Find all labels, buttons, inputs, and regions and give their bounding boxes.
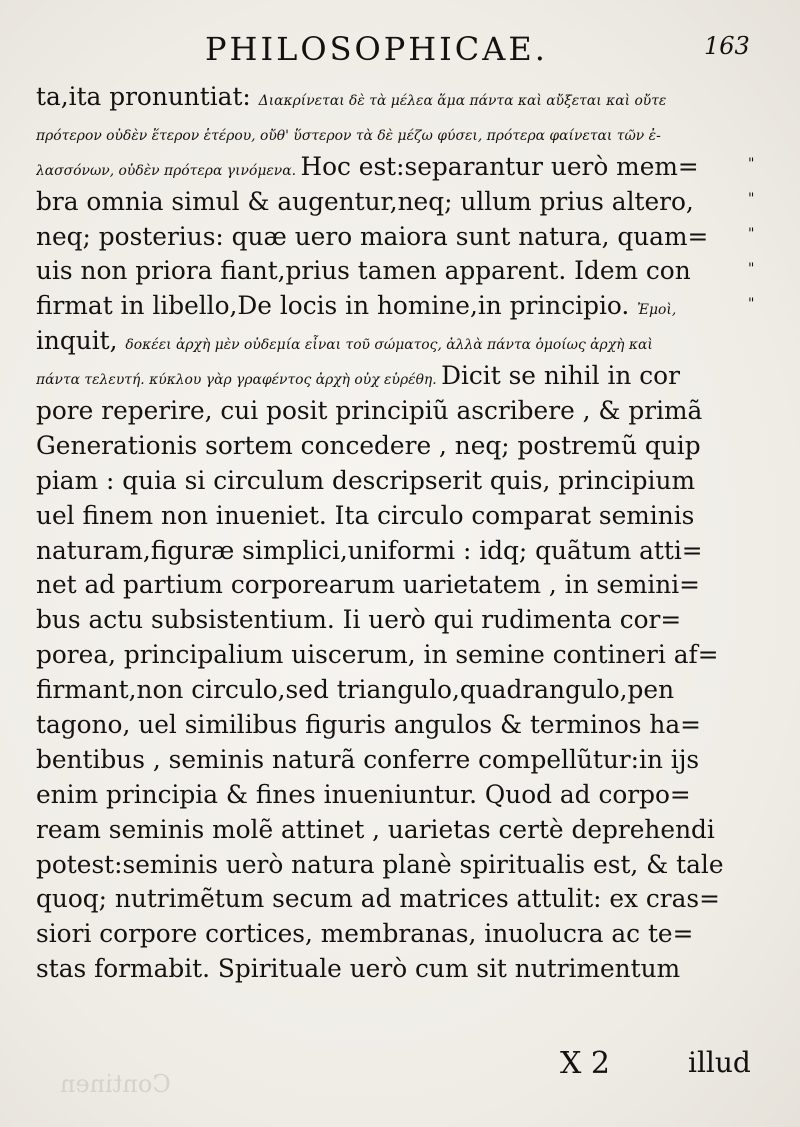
text-line — [36, 603, 754, 638]
page-header — [0, 30, 800, 70]
running-head: PHILOSOPHICAE. — [205, 30, 548, 68]
text-line — [36, 324, 754, 359]
latin-text: inquit, — [36, 326, 126, 356]
greek-quotation: λασσόνων, οὐδὲν πρότερα γινόμενα. — [36, 162, 301, 179]
greek-quotation: Ἐμοὶ, — [637, 302, 677, 319]
text-line — [36, 917, 754, 952]
latin-text: firmat in libello,De locis in homine,in principio. — [36, 291, 638, 321]
margin-quote-mark: " — [748, 225, 755, 242]
latin-text: tagono, uel similibus figuris angulos & terminos ha= — [36, 710, 701, 740]
show-through-text: Continen — [60, 1070, 171, 1098]
text-line — [36, 254, 754, 289]
text-line — [36, 359, 754, 394]
text-line — [36, 568, 754, 603]
text-line — [36, 185, 754, 220]
latin-text: enim principia & fines inueniuntur. Quod ad corpo= — [36, 779, 691, 809]
text-line — [36, 534, 754, 569]
latin-text: pore reperire, cui posit principiũ ascribere , & primã — [36, 396, 703, 426]
latin-text: firmant,non circulo,sed triangulo,quadrangulo,pen — [36, 675, 675, 705]
latin-text: quoq; nutrimẽtum secum ad matrices attulit: ex cras= — [36, 884, 720, 914]
latin-text: net ad partium corporearum uarietatem , in semini= — [36, 570, 700, 600]
margin-quote-mark: " — [748, 295, 755, 312]
latin-text: stas formabit. Spirituale uerò cum sit nutrimentum — [36, 954, 681, 984]
text-line — [36, 115, 754, 150]
marginal-quote-marks — [748, 147, 778, 321]
text-line — [36, 429, 754, 464]
greek-quotation: Διακρίνεται δὲ τὰ μέλεα ἅμα πάντα καὶ αὔξεται καὶ οὔτε — [258, 93, 667, 109]
catchword: illud — [688, 1046, 751, 1079]
text-line — [36, 638, 754, 673]
margin-quote-mark: " — [748, 260, 755, 277]
greek-quotation: πάντα τελευτή. κύκλου γὰρ γραφέντος ἀρχὴ οὐχ εὑρέθη. — [36, 372, 442, 389]
latin-text: neq; posterius: quæ uero maiora sunt natura, quam= — [36, 221, 709, 251]
text-line — [36, 289, 754, 324]
latin-text: bra omnia simul & augentur,neq; ullum prius altero, — [36, 186, 694, 216]
greek-quotation: δοκέει ἀρχὴ μὲν οὐδεμία εἶναι τοῦ σώματος, ἀλλὰ πάντα ὁμοίως ἀρχὴ καὶ — [125, 337, 653, 354]
text-line — [36, 673, 754, 708]
text-line — [36, 394, 754, 429]
latin-text: bus actu subsistentium. Ii uerò qui rudimenta cor= — [36, 605, 682, 635]
page-footer — [0, 1046, 800, 1086]
text-line — [36, 882, 754, 917]
latin-text: piam : quia si circulum descripserit quis, principium — [36, 465, 695, 495]
latin-text: Hoc est:separantur uerò mem= — [300, 151, 699, 181]
margin-quote-mark: " — [748, 156, 755, 172]
text-line — [36, 813, 754, 848]
latin-text: Dicit se nihil in cor — [441, 361, 680, 391]
signature-mark: X 2 — [560, 1046, 610, 1081]
text-line — [36, 499, 754, 534]
latin-text: ta,ita pronuntiat: — [36, 82, 259, 111]
latin-text: uel finem non inueniet. Ita circulo comparat seminis — [36, 500, 695, 530]
latin-text: siori corpore cortices, membranas, inuolucra ac te= — [36, 919, 694, 949]
text-line — [36, 848, 754, 883]
text-line — [36, 952, 754, 987]
text-line — [36, 220, 754, 255]
page-number: 163 — [704, 32, 750, 60]
text-line — [36, 778, 754, 813]
text-line — [36, 743, 754, 778]
text-line — [36, 464, 754, 499]
margin-quote-mark: " — [748, 190, 755, 207]
latin-text: bentibus , seminis naturã conferre compellũtur:in ijs — [36, 744, 700, 774]
latin-text: naturam,figuræ simplici,uniformi : idq; quãtum atti= — [36, 535, 703, 565]
text-line — [36, 80, 754, 115]
body-text — [36, 80, 760, 987]
latin-text: potest:seminis uerò natura planè spiritualis est, & tale — [36, 849, 724, 879]
text-line — [36, 150, 754, 185]
latin-text: ream seminis molẽ attinet , uarietas certè deprehendi — [36, 814, 715, 844]
latin-text: Generationis sortem concedere , neq; postremũ quip — [36, 430, 701, 460]
greek-quotation: πρότερον οὐδὲν ἕτερον ἑτέρου, οὔθ' ὕστερον τὰ δὲ μέζω φύσει, πρότερα φαίνεται τῶν ἐ- — [36, 127, 661, 144]
latin-text: uis non priora fiant,prius tamen apparent. Idem con — [36, 256, 691, 286]
text-line — [36, 708, 754, 743]
latin-text: porea, principalium uiscerum, in semine contineri af= — [36, 640, 719, 670]
